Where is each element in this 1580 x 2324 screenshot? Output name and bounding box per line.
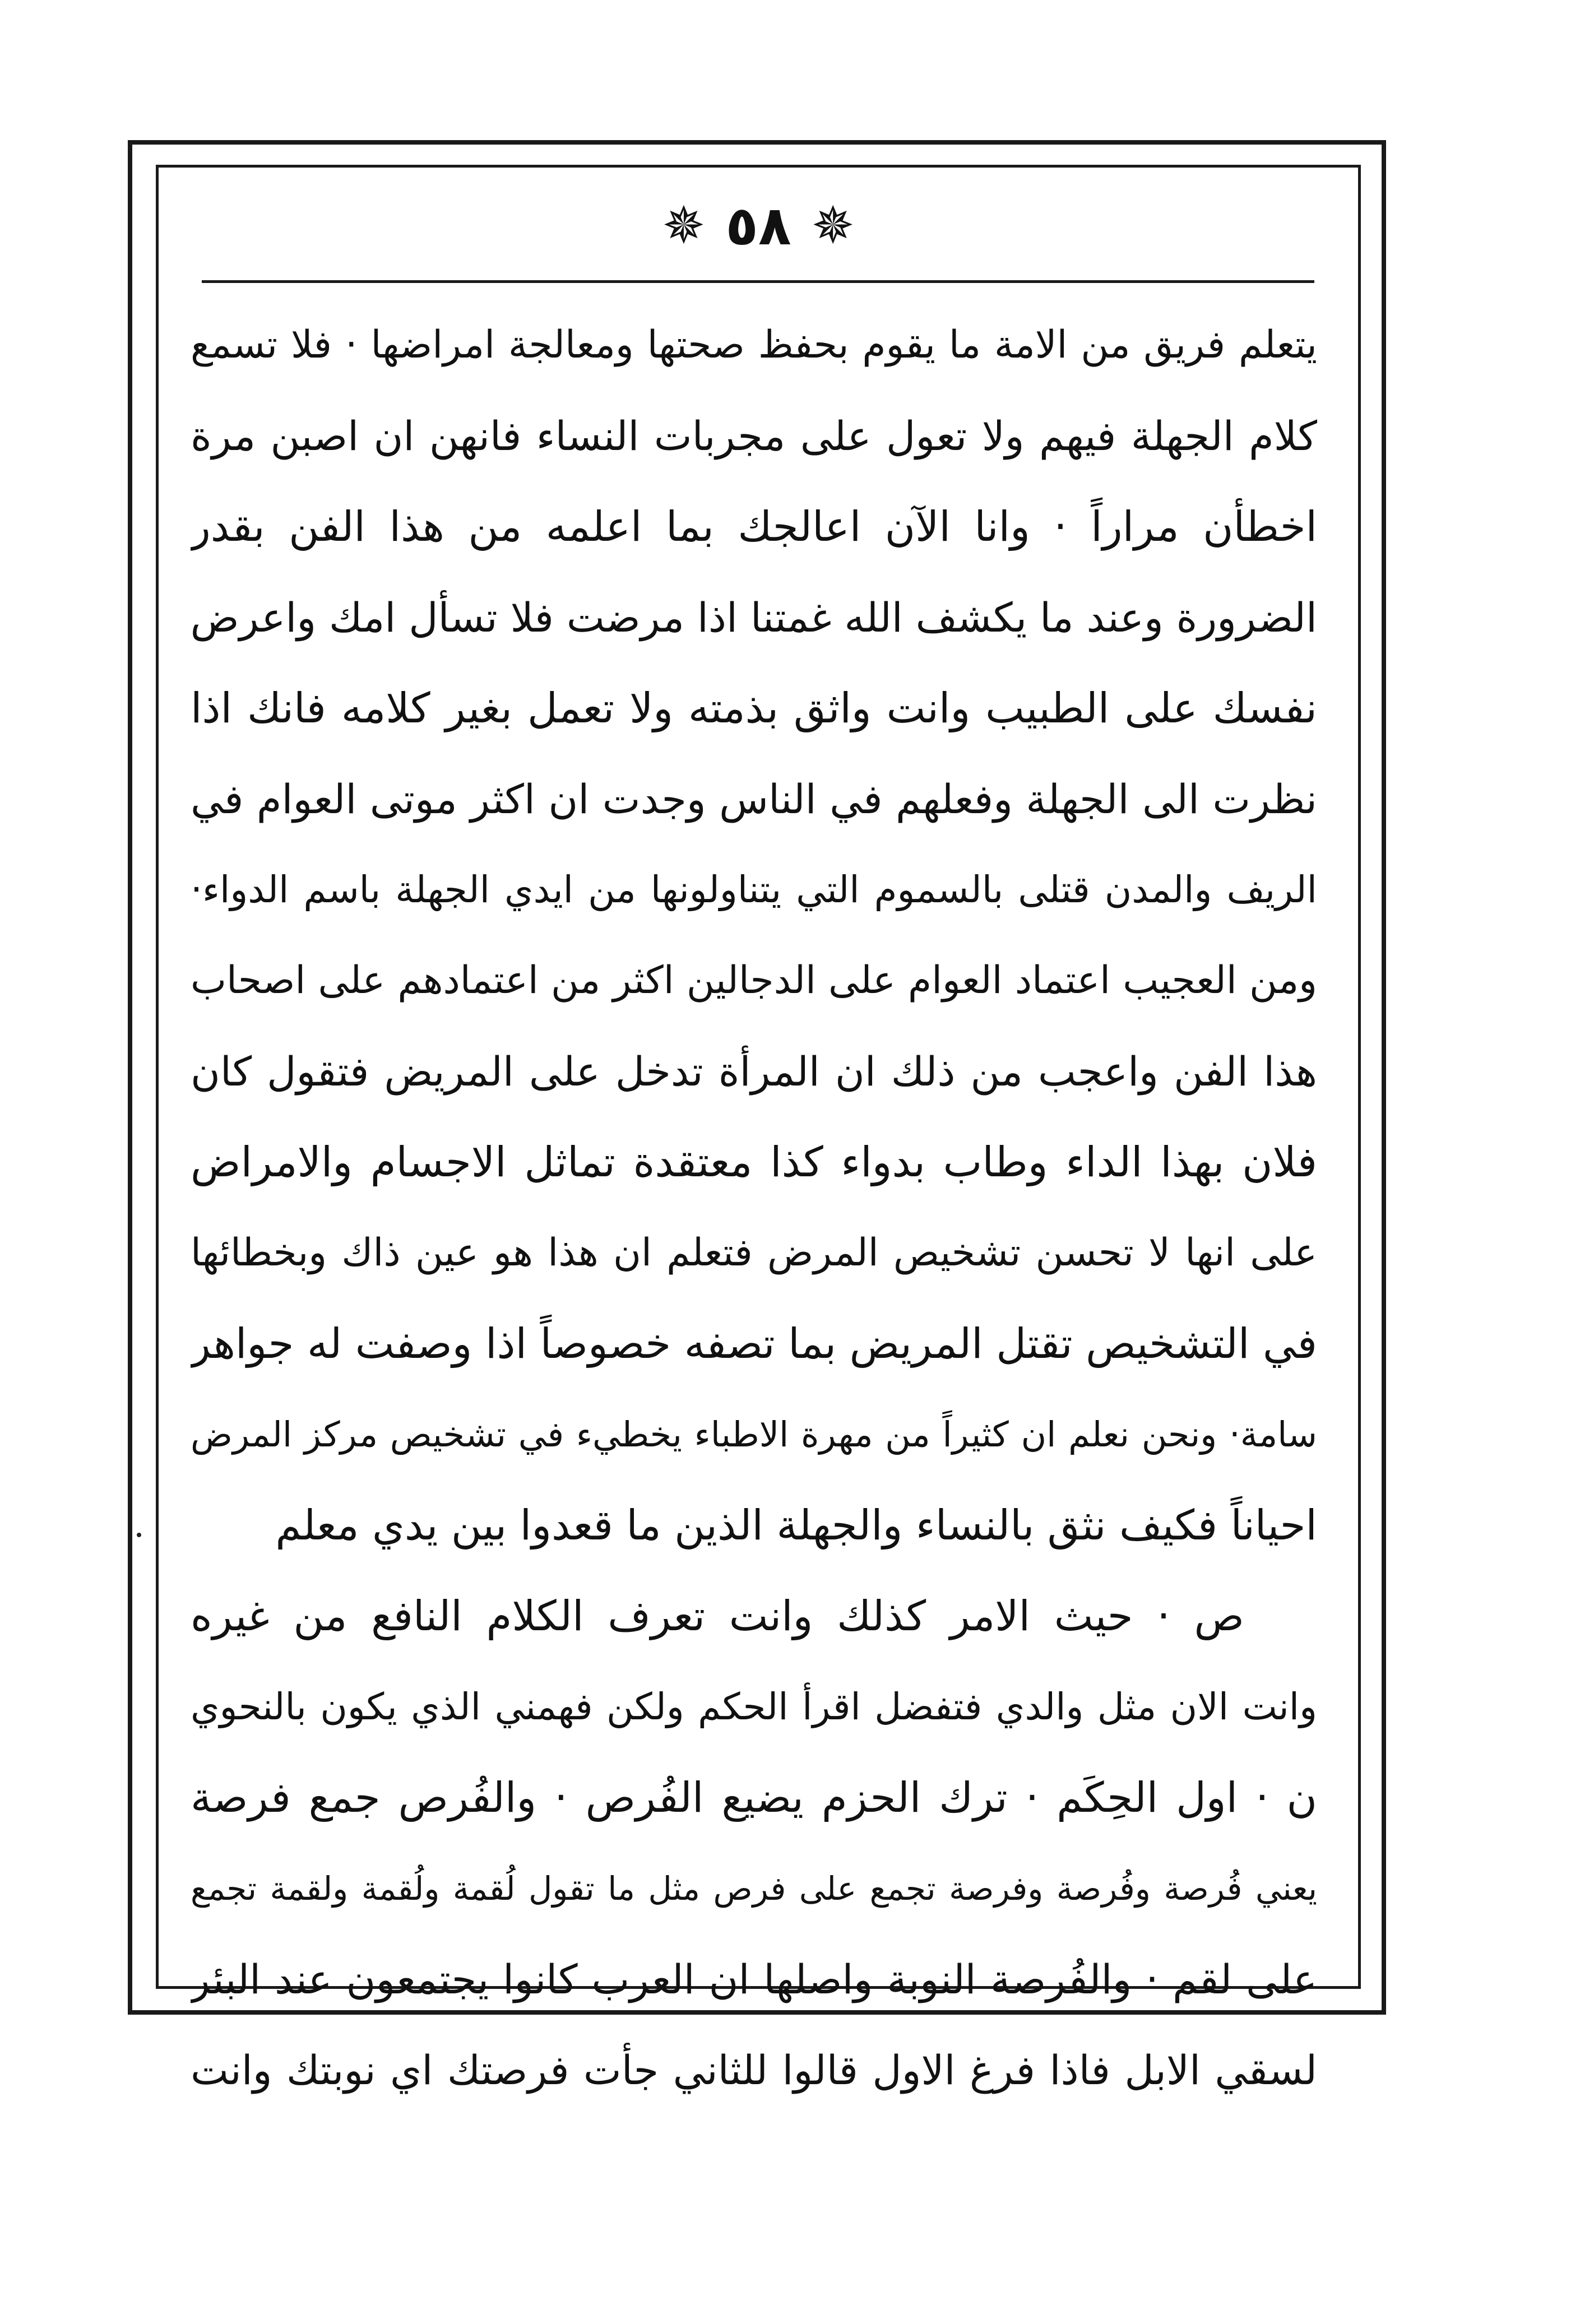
text-line: فلان بهذا الداء وطاب بدواء كذا معتقدة تماثل الاجسام والامراض [191,1138,1317,1186]
body-text [191,300,1317,2116]
text-line: اخطأن مراراً · وانا الآن اعالجك بما اعلمه من هذا الفن بقدر [191,503,1317,551]
ornament-right-icon: ✵ [811,196,855,256]
text-line: يعني فُرصة وفُرصة وفرصة تجمع على فرص مثل ما تقول لُقمة ولُقمة ولقمة تجمع [191,1870,1317,1908]
text-line: ص · حيث الامر كذلك وانت تعرف الكلام النافع من غيره [191,1592,1244,1640]
text-line: نظرت الى الجهلة وفعلهم في الناس وجدت ان اكثر موتى العوام في [191,776,1317,823]
page-number: ٥٨ [725,194,791,257]
text-line: لسقي الابل فاذا فرغ الاول قالوا للثاني جأت فرصتك اي نوبتك وانت [191,2047,1317,2094]
text-line: يتعلم فريق من الامة ما يقوم بحفظ صحتها ومعالجة امراضها · فلا تسمع [191,323,1317,367]
header-divider [202,280,1314,283]
text-line: على انها لا تحسن تشخيص المرض فتعلم ان هذا هو عين ذاك وبخطائها [191,1231,1317,1275]
text-line: سامة· ونحن نعلم ان كثيراً من مهرة الاطباء يخطيء في تشخيص مركز المرض [191,1414,1317,1455]
text-line: وانت الان مثل والدي فتفضل اقرأ الحكم ولكن فهمني الذي يكون بالنحوي [191,1685,1317,1728]
text-line: ومن العجيب اعتماد العوام على الدجالين اكثر من اعتمادهم على اصحاب [191,958,1317,1003]
text-line: احياناً فكيف نثق بالنساء والجهلة الذين ما قعدوا بين يدي معلم [275,1501,1317,1550]
text-line: ن · اول الحِكَم · ترك الحزم يضيع الفُرص · والفُرص جمع فرصة [191,1774,1317,1822]
ornament-left-icon: ✵ [662,196,706,256]
text-line: هذا الفن واعجب من ذلك ان المرأة تدخل على المريض فتقول كان [191,1048,1317,1095]
margin-dot [137,1533,141,1537]
text-line: على لقم · والفُرصة النوبة واصلها ان العرب كانوا يجتمعون عند البئر [191,1956,1317,2003]
text-line: نفسك على الطبيب وانت واثق بذمته ولا تعمل بغير كلامه فانك اذا [191,684,1317,732]
text-line: في التشخيص تقتل المريض بما تصفه خصوصاً اذا وصفت له جواهر [191,1320,1317,1368]
text-line: كلام الجهلة فيهم ولا تعول على مجربات النساء فانهن ان اصبن مرة [191,412,1317,460]
text-line: الضرورة وعند ما يكشف الله غمتنا اذا مرضت فلا تسأل امك واعرض [191,594,1317,641]
text-line: الريف والمدن قتلى بالسموم التي يتناولونها من ايدي الجهلة باسم الدواء· [191,868,1317,911]
page-header [156,178,1361,273]
